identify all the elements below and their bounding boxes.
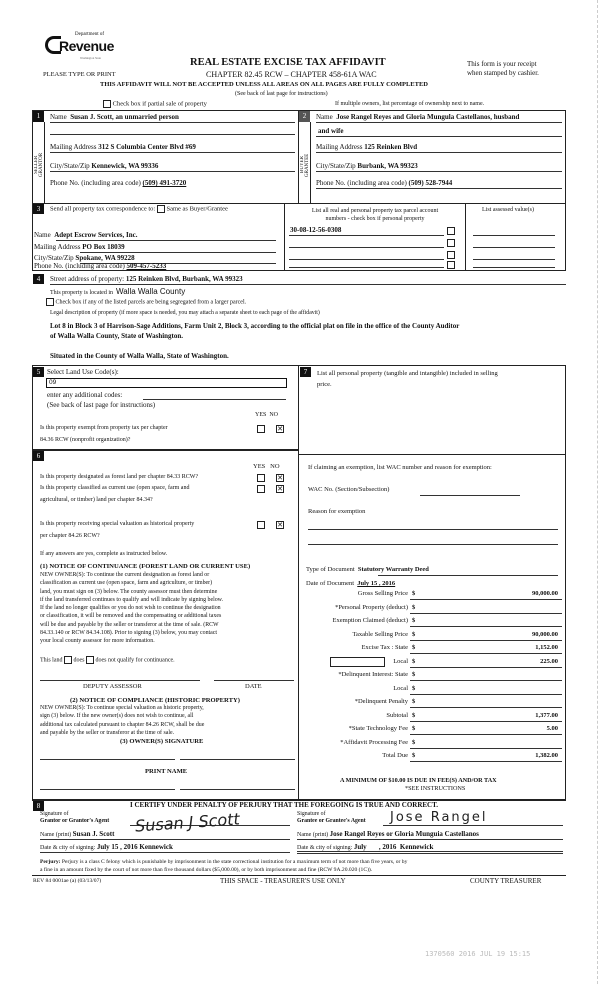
buyer-address-label: Mailing Address bbox=[316, 143, 363, 151]
right-edge-shadow bbox=[597, 0, 598, 984]
see-back-text: (See back of last page for instructions) bbox=[235, 91, 328, 97]
tax-row bbox=[300, 712, 562, 723]
buyer-city-label: City/State/Zip bbox=[316, 162, 356, 170]
assessed-header: List assessed value(s) bbox=[482, 207, 534, 213]
notice-line: if the land transferred continues to qualify and will indicate by signing below. bbox=[40, 596, 223, 603]
street-label: Street address of property: bbox=[50, 275, 125, 283]
section-1-number: 1 bbox=[33, 111, 44, 122]
tax-row bbox=[300, 752, 562, 763]
buyer-city[interactable]: Burbank, WA 99323 bbox=[357, 162, 418, 170]
does-label: does bbox=[73, 657, 85, 664]
owner-signature-line-2[interactable] bbox=[180, 755, 295, 760]
tax-row-label: Gross Selling Price bbox=[357, 590, 408, 597]
tax-row-label: Total Due bbox=[382, 752, 408, 759]
seller-city-line bbox=[50, 162, 295, 172]
corr-address-line bbox=[80, 243, 276, 253]
this-land-label: This land bbox=[40, 657, 63, 664]
seller-name-label: Name bbox=[50, 113, 67, 121]
grantor-sig-of: Signature of bbox=[40, 811, 69, 817]
parcel-header bbox=[287, 207, 463, 223]
seller-phone-label: Phone No. (including area code) bbox=[50, 179, 141, 187]
corr-name[interactable]: Adept Escrow Services, Inc. bbox=[54, 231, 138, 239]
tax-row-value[interactable]: 225.00 bbox=[540, 657, 558, 665]
grantor-date-label: Date & city of signing: bbox=[40, 845, 96, 851]
personal-property-text-1: List all personal property (tangible and intangible) included in selling bbox=[317, 370, 498, 377]
grantee-date-city[interactable]: July , 2016 Kennewick bbox=[353, 843, 434, 851]
buyer-city-line bbox=[316, 162, 562, 172]
same-as-buyer-checkbox[interactable] bbox=[157, 205, 165, 213]
please-type-text: PLEASE TYPE OR PRINT bbox=[43, 71, 116, 78]
notice-compliance-title: (2) NOTICE OF COMPLIANCE (HISTORIC PROPERTY) bbox=[70, 697, 240, 704]
seller-phone[interactable]: (509) 491-3720 bbox=[142, 179, 187, 187]
see-instructions-7: *SEE INSTRUCTIONS bbox=[405, 785, 466, 792]
partial-sale-checkbox[interactable] bbox=[103, 100, 111, 108]
section-2-number: 2 bbox=[299, 111, 310, 122]
notice-compliance-body bbox=[40, 704, 204, 737]
personal-property-checkbox-4[interactable] bbox=[447, 261, 455, 269]
seller-name-line-2 bbox=[50, 125, 295, 135]
dollar-sign: $ bbox=[412, 657, 416, 665]
notice-line: If the land no longer qualifies or you do not wish to continue the designation bbox=[40, 605, 221, 612]
certify-statement: I CERTIFY UNDER PENALTY OF PERJURY THAT THE FOREGOING IS TRUE AND CORRECT. bbox=[130, 801, 439, 809]
forest-no-checkbox[interactable]: ✕ bbox=[277, 474, 283, 482]
land-use-code: 09 bbox=[49, 379, 57, 386]
tax-row-line bbox=[410, 658, 562, 668]
personal-property-checkbox-2[interactable] bbox=[447, 239, 455, 247]
buyer-name-line-2[interactable]: and wife bbox=[318, 127, 344, 135]
additional-codes-label: enter any additional codes: bbox=[47, 391, 123, 399]
grantee-agent-label: Grantee or Grantee's Agent bbox=[297, 818, 366, 824]
historic-question-1: Is this property receiving special valuation as historical property bbox=[40, 521, 195, 527]
send-label: Send all property tax correspondence to: bbox=[50, 205, 156, 213]
seller-address[interactable]: 312 S Columbia Center Blvd #69 bbox=[98, 143, 196, 151]
assessed-line-2 bbox=[473, 238, 555, 248]
historic-yes-checkbox[interactable] bbox=[257, 521, 265, 529]
corr-address-label: Mailing Address bbox=[34, 243, 81, 251]
seller-name-line bbox=[50, 113, 295, 123]
treasurer-space-label: THIS SPACE - TREASURER'S USE ONLY bbox=[220, 877, 346, 885]
tax-row-line bbox=[410, 631, 562, 641]
corr-name-label: Name bbox=[34, 231, 51, 239]
tax-row-value[interactable]: 1,382.00 bbox=[535, 752, 558, 759]
perjury-note bbox=[40, 859, 407, 874]
tax-row-label: *Delinquent Interest: State bbox=[338, 671, 408, 678]
parcel-line-2 bbox=[289, 238, 444, 248]
assessed-line-4 bbox=[473, 258, 555, 268]
notice-line: and payable by the seller or transferor at the time of sale. bbox=[40, 729, 175, 736]
tax-row-value[interactable]: 1,152.00 bbox=[535, 644, 558, 651]
section-6-number: 6 bbox=[33, 451, 44, 461]
seller-name[interactable]: Susan J. Scott, an unmarried person bbox=[70, 113, 179, 121]
tax-row-line bbox=[410, 604, 562, 614]
tax-row-line bbox=[410, 617, 562, 627]
wac-label: WAC No. (Section/Subsection) bbox=[308, 486, 390, 493]
see-instructions-5: (See back of last page for instructions) bbox=[47, 401, 156, 409]
logo-revenue-text: Revenue bbox=[59, 38, 114, 54]
doc-type[interactable]: Statutory Warranty Deed bbox=[357, 566, 429, 573]
dollar-sign: $ bbox=[412, 590, 416, 597]
assessed-line-1 bbox=[473, 226, 555, 236]
grantor-date-line bbox=[40, 843, 290, 853]
reason-line-2[interactable] bbox=[308, 535, 558, 545]
owner-signature-line-1[interactable] bbox=[40, 755, 175, 760]
footer-rule bbox=[32, 875, 566, 876]
owner-signature-title: (3) OWNER(S) SIGNATURE bbox=[120, 738, 204, 745]
print-name-line-2[interactable] bbox=[180, 785, 295, 790]
tax-row-label: *State Technology Fee bbox=[348, 725, 408, 732]
buyer-name-line-2-rule bbox=[316, 127, 562, 137]
section-3-number: 3 bbox=[33, 204, 44, 214]
buyer-phone-line bbox=[316, 179, 562, 189]
tax-row-line bbox=[410, 739, 562, 749]
grantor-agent-label: Grantor or Grantor's Agent bbox=[40, 818, 110, 824]
land-use-code-input[interactable] bbox=[46, 378, 287, 388]
does-qualify-checkbox[interactable] bbox=[64, 656, 72, 664]
assessor-date-label: DATE bbox=[245, 683, 262, 690]
segregated-label: Check box if any of the listed parcels are being segregated from a larger parcel. bbox=[55, 299, 247, 306]
logo-state-text: Washington State bbox=[80, 56, 102, 60]
corr-city[interactable]: Spokane, WA 99228 bbox=[75, 254, 135, 262]
parcel-number[interactable]: 30-08-12-56-0308 bbox=[290, 226, 342, 234]
tax-row bbox=[300, 644, 562, 655]
section-5-number: 5 bbox=[33, 367, 44, 377]
doc-type-line bbox=[378, 566, 558, 576]
corr-phone-label: Phone No. (including area code) bbox=[34, 262, 125, 270]
tax-row-label: Taxable Selling Price bbox=[352, 630, 408, 638]
send-correspondence-row bbox=[50, 205, 228, 213]
same-as-buyer-label: Same as Buyer/Grantee bbox=[166, 205, 228, 213]
deputy-assessor-line[interactable] bbox=[40, 676, 200, 681]
county-row bbox=[50, 287, 185, 296]
if-yes-note: If any answers are yes, complete as instructed below. bbox=[40, 551, 168, 557]
current-use-no-checkbox[interactable]: ✕ bbox=[277, 485, 283, 493]
dollar-sign: $ bbox=[412, 671, 416, 678]
tax-row-label: Exemption Claimed (deduct) bbox=[332, 617, 408, 624]
multiple-owners-note: If multiple owners, list percentage of ownership next to name. bbox=[335, 101, 485, 107]
grantee-signature: Jose Rangel bbox=[390, 810, 488, 825]
located-label: This property is located in bbox=[50, 290, 113, 296]
corr-phone-row bbox=[34, 262, 166, 270]
situated-text[interactable]: Situated in the County of Walla Walla, State of Washington. bbox=[50, 352, 229, 360]
does-not-qualify-checkbox[interactable] bbox=[86, 656, 94, 664]
form-revision: REV 84 0001ae (a) (03/13/07) bbox=[33, 878, 102, 884]
wac-input[interactable] bbox=[420, 486, 520, 496]
receipt-line-2: when stamped by cashier. bbox=[467, 69, 539, 77]
grantee-name-line bbox=[297, 830, 563, 840]
notice-line: NEW OWNER(S): To continue the current designation as forest land or bbox=[40, 572, 210, 578]
partial-sale-label: Check box if partial sale of property bbox=[112, 100, 207, 108]
dollar-sign: $ bbox=[412, 684, 416, 692]
notice-line: additional tax calculated pursuant to chapter 84.26 RCW, shall be due bbox=[40, 721, 205, 728]
reason-label: Reason for exemption bbox=[308, 508, 366, 515]
s5-yes-no-header bbox=[255, 412, 278, 418]
tax-row-line bbox=[410, 698, 562, 708]
s5-yes-label: YES bbox=[255, 412, 267, 418]
minimum-due-note: A MINIMUM OF $10.00 IS DUE IN FEE(S) AND/OR TAX bbox=[340, 777, 497, 784]
parcel-line-1 bbox=[289, 226, 444, 236]
section-8-number: 8 bbox=[33, 801, 44, 811]
corr-phone[interactable]: 509-457-5233 bbox=[126, 262, 167, 270]
grantee-date-label: Date & city of signing: bbox=[297, 845, 353, 851]
notice-line: classification as current use (open space, farm and agriculture, or timber) bbox=[40, 580, 213, 587]
tax-row bbox=[300, 590, 562, 601]
tax-row-value[interactable]: 90,000.00 bbox=[532, 630, 558, 638]
tax-row-label: *Delinquent Penalty bbox=[354, 698, 408, 705]
tax-row-label: Subtotal bbox=[386, 711, 408, 719]
dollar-sign: $ bbox=[412, 603, 416, 611]
form-chapter: CHAPTER 82.45 RCW – CHAPTER 458-61A WAC bbox=[206, 70, 377, 79]
segregated-row[interactable] bbox=[46, 298, 246, 306]
parcel-line-4 bbox=[289, 262, 444, 268]
doc-date-row bbox=[306, 580, 395, 587]
s6-no-label: NO bbox=[270, 463, 280, 470]
sec7-right-border bbox=[565, 455, 566, 800]
dollar-sign: $ bbox=[412, 698, 416, 705]
assessor-date-line[interactable] bbox=[214, 676, 294, 681]
local-code-box[interactable] bbox=[330, 657, 385, 667]
dollar-sign: $ bbox=[412, 617, 416, 624]
buyer-address-line bbox=[316, 143, 562, 153]
s6-yes-no-header bbox=[253, 463, 280, 470]
additional-codes-line[interactable] bbox=[143, 391, 286, 400]
dor-logo bbox=[45, 32, 115, 67]
parcel-header-2: numbers - check box if personal property bbox=[325, 216, 425, 222]
exempt-no-checkbox[interactable]: ✕ bbox=[277, 425, 283, 433]
tax-row bbox=[300, 685, 562, 696]
doc-date[interactable]: July 15 , 2016 bbox=[357, 580, 396, 587]
perjury-line-1: Perjury is a class C felony which is punishable by imprisonment in the state correctional institution for a maximum term of not more than five years, or by bbox=[61, 859, 408, 865]
does-not-label: does not qualify for continuance. bbox=[95, 657, 175, 664]
recording-stamp: 1370560 2016 JUL 19 15:15 bbox=[425, 950, 531, 958]
this-land-row bbox=[40, 656, 175, 664]
corr-name-line bbox=[56, 231, 276, 241]
perjury-line-2: a fine in an amount fixed by the court of not more than five thousand dollars ($5,000.00), or by both imprisonment and fine (RCW 9A.20.020 (1C)). bbox=[40, 866, 373, 873]
buyer-grantee-label: BUYER GRANTEE bbox=[300, 153, 310, 177]
grantee-name[interactable]: Jose Rangel Reyes or Gloria Munguia Castellanos bbox=[329, 830, 479, 838]
seller-phone-row bbox=[50, 179, 186, 187]
corr-address[interactable]: PO Box 18039 bbox=[82, 243, 125, 251]
tax-row bbox=[300, 658, 562, 669]
legal-description-1[interactable]: Lot 8 in Block 3 of Harrison-Sage Additions, Farm Unit 2, Block 3, according to the official plat on file in the office of the County Auditor bbox=[50, 322, 460, 330]
tax-row-label: Local bbox=[393, 684, 408, 692]
buyer-address[interactable]: 125 Reinken Blvd bbox=[364, 143, 418, 151]
dollar-sign: $ bbox=[412, 644, 416, 651]
tax-row-line bbox=[410, 590, 562, 600]
grantee-date-line bbox=[297, 843, 563, 854]
buyer-phone-label: Phone No. (including area code) bbox=[316, 179, 407, 187]
grantor-name-line bbox=[40, 830, 290, 840]
receipt-line-1: This form is your receipt bbox=[467, 60, 537, 68]
notice-line: your local county assessor for more information. bbox=[40, 638, 155, 645]
section-7-personal-property bbox=[298, 365, 566, 455]
street-line bbox=[50, 275, 566, 285]
historic-question-2: per chapter 84.26 RCW? bbox=[40, 533, 100, 539]
exempt-question-2: 84.36 RCW (nonprofit organization)? bbox=[40, 437, 131, 443]
tax-row-line bbox=[410, 712, 562, 722]
tax-row-value[interactable]: 1,377.00 bbox=[535, 711, 558, 719]
dollar-sign: $ bbox=[412, 711, 416, 719]
notice-line: land, you must sign on (3) below. The county assessor must then determine bbox=[40, 588, 218, 595]
s6-yes-label: YES bbox=[253, 463, 266, 470]
notice-line: sign (3) below. If the new owner(s) does not wish to continue, all bbox=[40, 713, 194, 720]
tax-row-line bbox=[410, 671, 562, 681]
seller-city-label: City/State/Zip bbox=[50, 162, 90, 170]
parcel-header-1: List all real and personal property tax parcel account bbox=[311, 208, 439, 214]
s5-no-label: NO bbox=[269, 412, 279, 418]
corr-city-label: City/State/Zip bbox=[34, 254, 74, 262]
notice-line: will be due and payable by the seller or transferor at the time of sale. (RCW bbox=[40, 621, 219, 628]
section-7-number: 7 bbox=[300, 367, 311, 377]
tax-row-line bbox=[410, 685, 562, 695]
tax-row bbox=[300, 698, 562, 709]
legal-description-2[interactable]: of Walla Walla County, State of Washington. bbox=[50, 332, 184, 340]
tax-row bbox=[300, 739, 562, 750]
grantee-name-label: Name (print) bbox=[297, 832, 329, 838]
sec3-divider-2 bbox=[465, 203, 466, 271]
forest-yes-checkbox[interactable] bbox=[257, 474, 265, 482]
current-use-yes-checkbox[interactable] bbox=[257, 485, 265, 493]
land-use-label: Select Land Use Code(s): bbox=[47, 368, 119, 376]
dollar-sign: $ bbox=[412, 738, 416, 746]
tax-row-line bbox=[410, 752, 562, 762]
section-2-buyer bbox=[298, 110, 566, 204]
dollar-sign: $ bbox=[412, 752, 416, 759]
notice-line: NEW OWNER(S): To continue special valuation as historic property, bbox=[40, 705, 204, 711]
personal-property-checkbox-1[interactable] bbox=[447, 227, 455, 235]
historic-no-checkbox[interactable]: ✕ bbox=[277, 521, 283, 529]
tax-row bbox=[300, 631, 562, 642]
forest-land-question: Is this property designated as forest land per chapter 84.33 RCW? bbox=[40, 474, 199, 480]
buyer-name-label: Name bbox=[316, 113, 333, 121]
seller-address-label: Mailing Address bbox=[50, 143, 97, 151]
current-use-question-1: Is this property classified as current use (open space, farm and bbox=[40, 485, 190, 491]
grantor-signature: Susan J Scott bbox=[134, 809, 241, 836]
seller-address-line bbox=[50, 143, 295, 153]
form-title: REAL ESTATE EXCISE TAX AFFIDAVIT bbox=[190, 57, 386, 68]
perjury-bold: Perjury: bbox=[40, 859, 61, 865]
grantor-signature-label bbox=[40, 811, 109, 825]
buyer-name-line bbox=[316, 113, 562, 123]
exempt-yes-checkbox[interactable] bbox=[257, 425, 265, 433]
tax-row-label: *Affidavit Processing Fee bbox=[340, 738, 408, 746]
dollar-sign: $ bbox=[412, 725, 416, 732]
seller-grantor-label: SELLER GRANTOR bbox=[34, 152, 44, 178]
tax-row-value[interactable]: 90,000.00 bbox=[532, 590, 558, 597]
tax-row-label: Local bbox=[393, 657, 408, 665]
personal-property-text-2: price. bbox=[317, 381, 332, 388]
doc-type-label: Type of Document bbox=[306, 566, 355, 573]
sec3-divider-1 bbox=[284, 203, 285, 271]
grantor-date-city[interactable]: July 15 , 2016 Kennewick bbox=[96, 843, 173, 851]
tax-row bbox=[300, 725, 562, 736]
logo-dept-text: Department of bbox=[75, 32, 105, 37]
exemption-label: If claiming an exemption, list WAC number and reason for exemption: bbox=[308, 464, 492, 471]
grantor-name-label: Name (print) bbox=[40, 832, 72, 838]
grantee-sig-of: Signature of bbox=[297, 811, 326, 817]
receipt-note bbox=[467, 60, 539, 78]
tax-row-line bbox=[410, 644, 562, 654]
buyer-name[interactable]: Jose Rangel Reyes and Gloria Mungula Castellanos, husband bbox=[336, 113, 520, 121]
tax-row-label: *Personal Property (deduct) bbox=[335, 603, 408, 611]
grantee-signature-label bbox=[297, 811, 366, 825]
property-county[interactable]: Walla Walla County bbox=[116, 287, 186, 296]
print-name-label: PRINT NAME bbox=[145, 768, 188, 775]
parcel-line-3 bbox=[289, 250, 444, 260]
buyer-phone[interactable]: (509) 528-7944 bbox=[408, 179, 453, 187]
legal-description-label: Legal description of property (if more space is needed, you may attach a separate sheet to each page of the affidavit) bbox=[50, 310, 320, 316]
exempt-question-1: Is this property exempt from property tax per chapter bbox=[40, 425, 168, 431]
tax-row bbox=[300, 617, 562, 628]
notice-line: 84.33.140 or RCW 84.34.108). Prior to signing (3) below, you may contact bbox=[40, 630, 218, 637]
doc-date-label: Date of Document bbox=[306, 580, 355, 587]
tax-row-value[interactable]: 5.00 bbox=[546, 725, 558, 732]
tax-row-line bbox=[410, 725, 562, 735]
grantor-name[interactable]: Susan J. Scott bbox=[72, 830, 115, 838]
form-warning: THIS AFFIDAVIT WILL NOT BE ACCEPTED UNLESS ALL AREAS ON ALL PAGES ARE FULLY COMPLETED bbox=[100, 81, 428, 88]
notice-continuance-title: (1) NOTICE OF CONTINUANCE (FOREST LAND OR CURRENT USE) bbox=[40, 563, 251, 570]
personal-property-checkbox-3[interactable] bbox=[447, 251, 455, 259]
seller-city[interactable]: Kennewick, WA 99336 bbox=[91, 162, 159, 170]
tax-row-label: Excise Tax : State bbox=[361, 644, 408, 651]
deputy-assessor-label: DEPUTY ASSESSOR bbox=[83, 683, 142, 690]
print-name-line-1[interactable] bbox=[40, 785, 175, 790]
notice-continuance-body bbox=[40, 571, 223, 646]
reason-line-1[interactable] bbox=[308, 520, 558, 530]
partial-sale-checkbox-row[interactable] bbox=[103, 100, 207, 108]
tax-row bbox=[300, 604, 562, 615]
county-treasurer-label: COUNTY TREASURER bbox=[470, 877, 542, 885]
segregated-checkbox[interactable] bbox=[46, 298, 54, 306]
section-4-number: 4 bbox=[33, 274, 44, 284]
dollar-sign: $ bbox=[412, 630, 416, 638]
property-street[interactable]: 125 Reinken Blvd, Burbank, WA 99323 bbox=[125, 275, 243, 283]
notice-line: or classification, it will be removed and the compensating or additional taxes bbox=[40, 613, 222, 620]
current-use-question-2: agricultural, or timber) land per chapter 84.34? bbox=[40, 497, 153, 503]
tax-row bbox=[300, 671, 562, 682]
